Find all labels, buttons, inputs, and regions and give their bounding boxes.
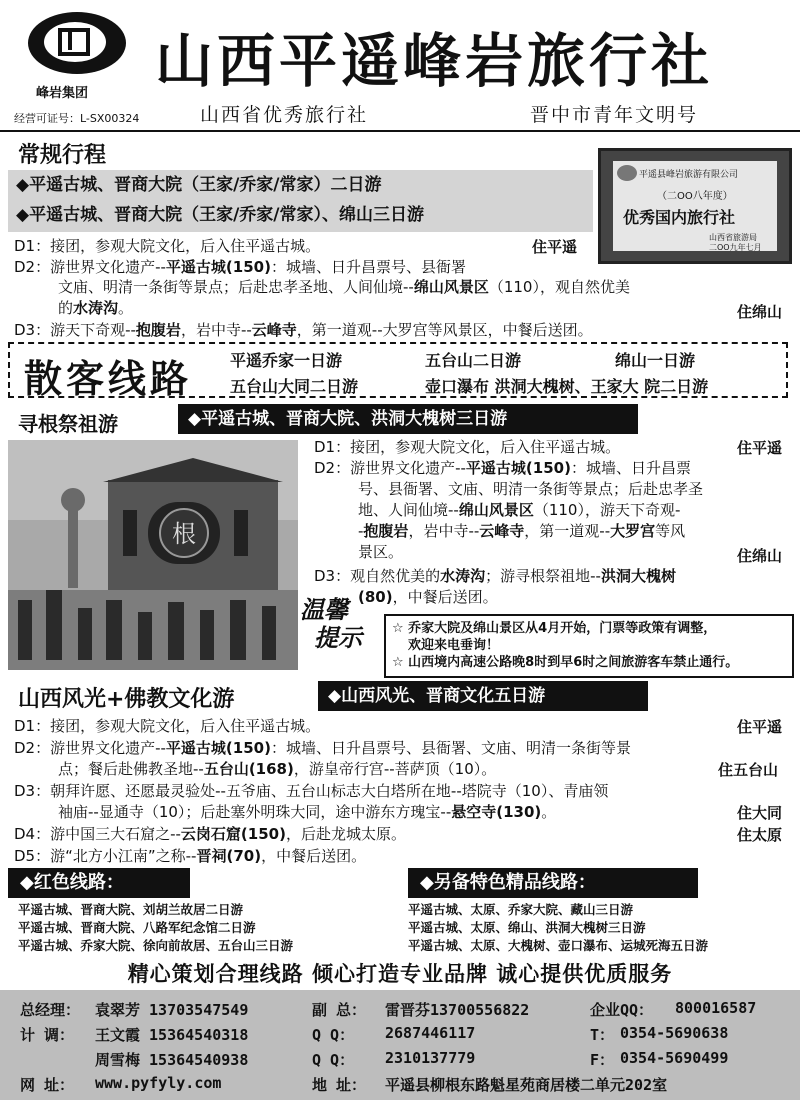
address-label: 地 址： [312,1076,367,1094]
subtitle-left: 山西省优秀旅行社 [200,104,369,126]
gm-contact: 袁翠芳 13703547549 [95,1001,249,1019]
root-d2-line4: -抱腹岩，岩中寺--云峰寺，第一道观--大罗宫等风 [358,522,686,540]
notice-1b: 欢迎来电垂询！ [408,638,500,653]
fax: 0354-5690499 [620,1049,729,1067]
sanke-route: 五台山大同二日游 [230,377,359,396]
address: 平遥县柳根东路魁星苑商居楼二单元202室 [385,1076,668,1094]
cert-issuer: 山西省旅游局 [709,233,757,242]
award-certificate [598,148,792,264]
sanke-title: 散客线路 [24,357,193,401]
website: www.pyfyly.com [95,1074,222,1092]
sanke-route: 绵山一日游 [615,351,696,370]
ancestral-gate-photo [8,440,298,670]
warm-tip-label: 温馨 提示 [300,595,362,652]
subtitle-right: 晋中市青年文明号 [530,104,699,126]
scenery-d3: D3：朝拜许愿、还愿最灵验处--五爷庙、五台山标志大白塔所在地--塔院寺（10）、青庙领 [14,782,609,800]
regular-d2-line2: 文庙、明清一条街等景点；后赴忠孝圣地、人间仙境--绵山风景区（110），观自然优美 [58,278,630,296]
cert-date: 二OO九年七月 [709,243,762,252]
plaque-character: 根 [172,520,196,548]
agency-title: 山西平遥峰岩旅行社 [155,27,714,95]
root-d1: D1：接团，参观大院文化，后入住平遥古城。 [314,438,621,456]
slogan: 精心策划合理线路 倾心打造专业品牌 诚心提供优质服务 [127,962,673,986]
regular-banner [8,170,593,232]
vice-label: 副 总： [312,1001,367,1019]
root-route-tag: ◆平遥古城、晋商大院、洪洞大槐树三日游 [178,404,638,434]
certificate-emblem-icon [617,165,637,181]
regular-d3: D3：游天下奇观--抱腹岩，岩中寺--云峰寺，第一道观--大罗宫等风景区，中餐后送团。 [14,321,593,339]
gm-label: 总经理： [20,1001,81,1019]
scenery-d2: D2：游世界文化遗产--平遥古城(150)：城墙、日升昌票号、县衙署、文庙、明清一条街等景 [14,739,631,757]
vice-contact: 雷晋芬13700556822 [385,1001,530,1019]
scenery-section-title: 山西风光+佛教文化游 [18,687,235,712]
telephone: 0354-5690638 [620,1024,729,1042]
planner-label: 计 调： [20,1026,75,1044]
scenery-d4-stay: 住太原 [737,826,783,844]
scenery-d2-stay: 住五台山 [718,761,779,779]
scenery-d1: D1：接团，参观大院文化，后入住平遥古城。 [14,717,321,735]
qq1-label: Q Q： [312,1026,355,1044]
logo-p-mark-icon [58,28,90,56]
regular-section-title: 常规行程 [18,143,107,168]
root-section-title: 寻根祭祖游 [18,412,118,436]
gate-photo-icon [8,440,298,670]
scenery-d1-stay: 住平遥 [737,718,783,736]
scenery-d3-line2: 袖庙--显通寺（10）；后赴塞外明珠大同，途中游东方瑰宝--悬空寺(130)。 [58,803,557,821]
banner-route-3day: ◆平遥古城、晋商大院（王家/乔家/常家）、绵山三日游 [16,205,424,225]
cert-award: 优秀国内旅行社 [623,208,736,227]
qq-1: 2687446117 [385,1024,476,1042]
notice-1: ☆ 乔家大院及绵山景区从4月开始，门票等政策有调整， [392,621,717,636]
cert-year: （二OO八年度） [657,191,733,202]
alt-route-item: 平遥古城、太原、大槐树、壶口瀑布、运城死海五日游 [408,938,709,953]
root-d1-stay: 住平遥 [737,439,783,457]
red-route-item: 平遥古城、晋商大院、刘胡兰故居二日游 [18,902,244,917]
alt-route-item: 平遥古城、太原、乔家大院、藏山三日游 [408,902,634,917]
cert-org: 平遥县峰岩旅游有限公司 [639,170,739,180]
sanke-route: 壶口瀑布 洪洞大槐树、王家大 院二日游 [425,377,709,396]
regular-d2: D2：游世界文化遗产--平遥古城(150)：城墙、日升昌票号、县衙署 [14,258,466,276]
scenery-d3-stay: 住大同 [737,804,783,822]
red-route-item: 平遥古城、晋商大院、八路军纪念馆二日游 [18,920,256,935]
root-d2-stay: 住绵山 [737,547,783,565]
red-routes-title: ◆红色线路： [8,868,190,898]
scenery-d2-line2: 点；餐后赴佛教圣地--五台山(168)，游皇帝行宫--菩萨顶（10）。 [58,760,497,778]
group-name: 峰岩集团 [36,86,89,101]
header-divider [0,130,800,132]
scenery-route-tag: ◆山西风光、晋商文化五日游 [318,681,648,711]
notice-2: ☆ 山西境内高速公路晚8时到早6时之间旅游客车禁止通行。 [392,655,739,670]
banner-route-2day: ◆平遥古城、晋商大院（王家/乔家/常家）二日游 [16,175,382,195]
qq2-label: Q Q： [312,1051,355,1069]
root-d3-line2: (80)，中餐后送团。 [358,588,498,606]
tel-label: T： [590,1026,615,1044]
qq-2: 2310137779 [385,1049,476,1067]
company-qq: 800016587 [675,999,757,1017]
sanke-route: 平遥乔家一日游 [230,351,343,370]
company-logo [14,12,132,102]
root-d2-line3: 地、人间仙境--绵山风景区（110），游天下奇观- [358,501,681,519]
scenery-d4: D4：游中国三大石窟之--云岗石窟(150)，后赴龙城太原。 [14,825,406,843]
root-d2: D2：游世界文化遗产--平遥古城(150)：城墙、日升昌票 [314,459,691,477]
website-label: 网 址： [20,1076,75,1094]
red-route-item: 平遥古城、乔家大院、徐向前故居、五台山三日游 [18,938,294,953]
alt-routes-title: ◆另备特色精品线路： [408,868,698,898]
regular-d1: D1：接团，参观大院文化，后入住平遥古城。 [14,237,321,255]
root-d3: D3：观自然优美的水涛沟；游寻根祭祖地--洪洞大槐树 [314,567,676,585]
alt-route-item: 平遥古城、太原、绵山、洪洞大槐树三日游 [408,920,646,935]
license-number: 经营可证号：L-SX00324 [14,112,140,125]
qq-label: 企业QQ： [590,1001,654,1019]
sanke-route: 五台山二日游 [425,351,522,370]
regular-d2-stay: 住绵山 [737,303,783,321]
scenery-d5: D5：游“北方小江南”之称--晋祠(70)，中餐后送团。 [14,847,367,865]
planner-1: 王文霞 15364540318 [95,1026,249,1044]
fax-label: F： [590,1051,615,1069]
regular-d1-stay: 住平遥 [532,238,578,256]
root-d2-line5: 景区。 [358,543,404,561]
regular-d2-line3: 的水涛沟。 [58,299,134,317]
planner-2: 周雪梅 15364540938 [95,1051,249,1069]
notice-box [384,614,794,678]
root-d2-line2: 号、县衙署、文庙、明清一条街等景点；后赴忠孝圣 [358,480,704,498]
